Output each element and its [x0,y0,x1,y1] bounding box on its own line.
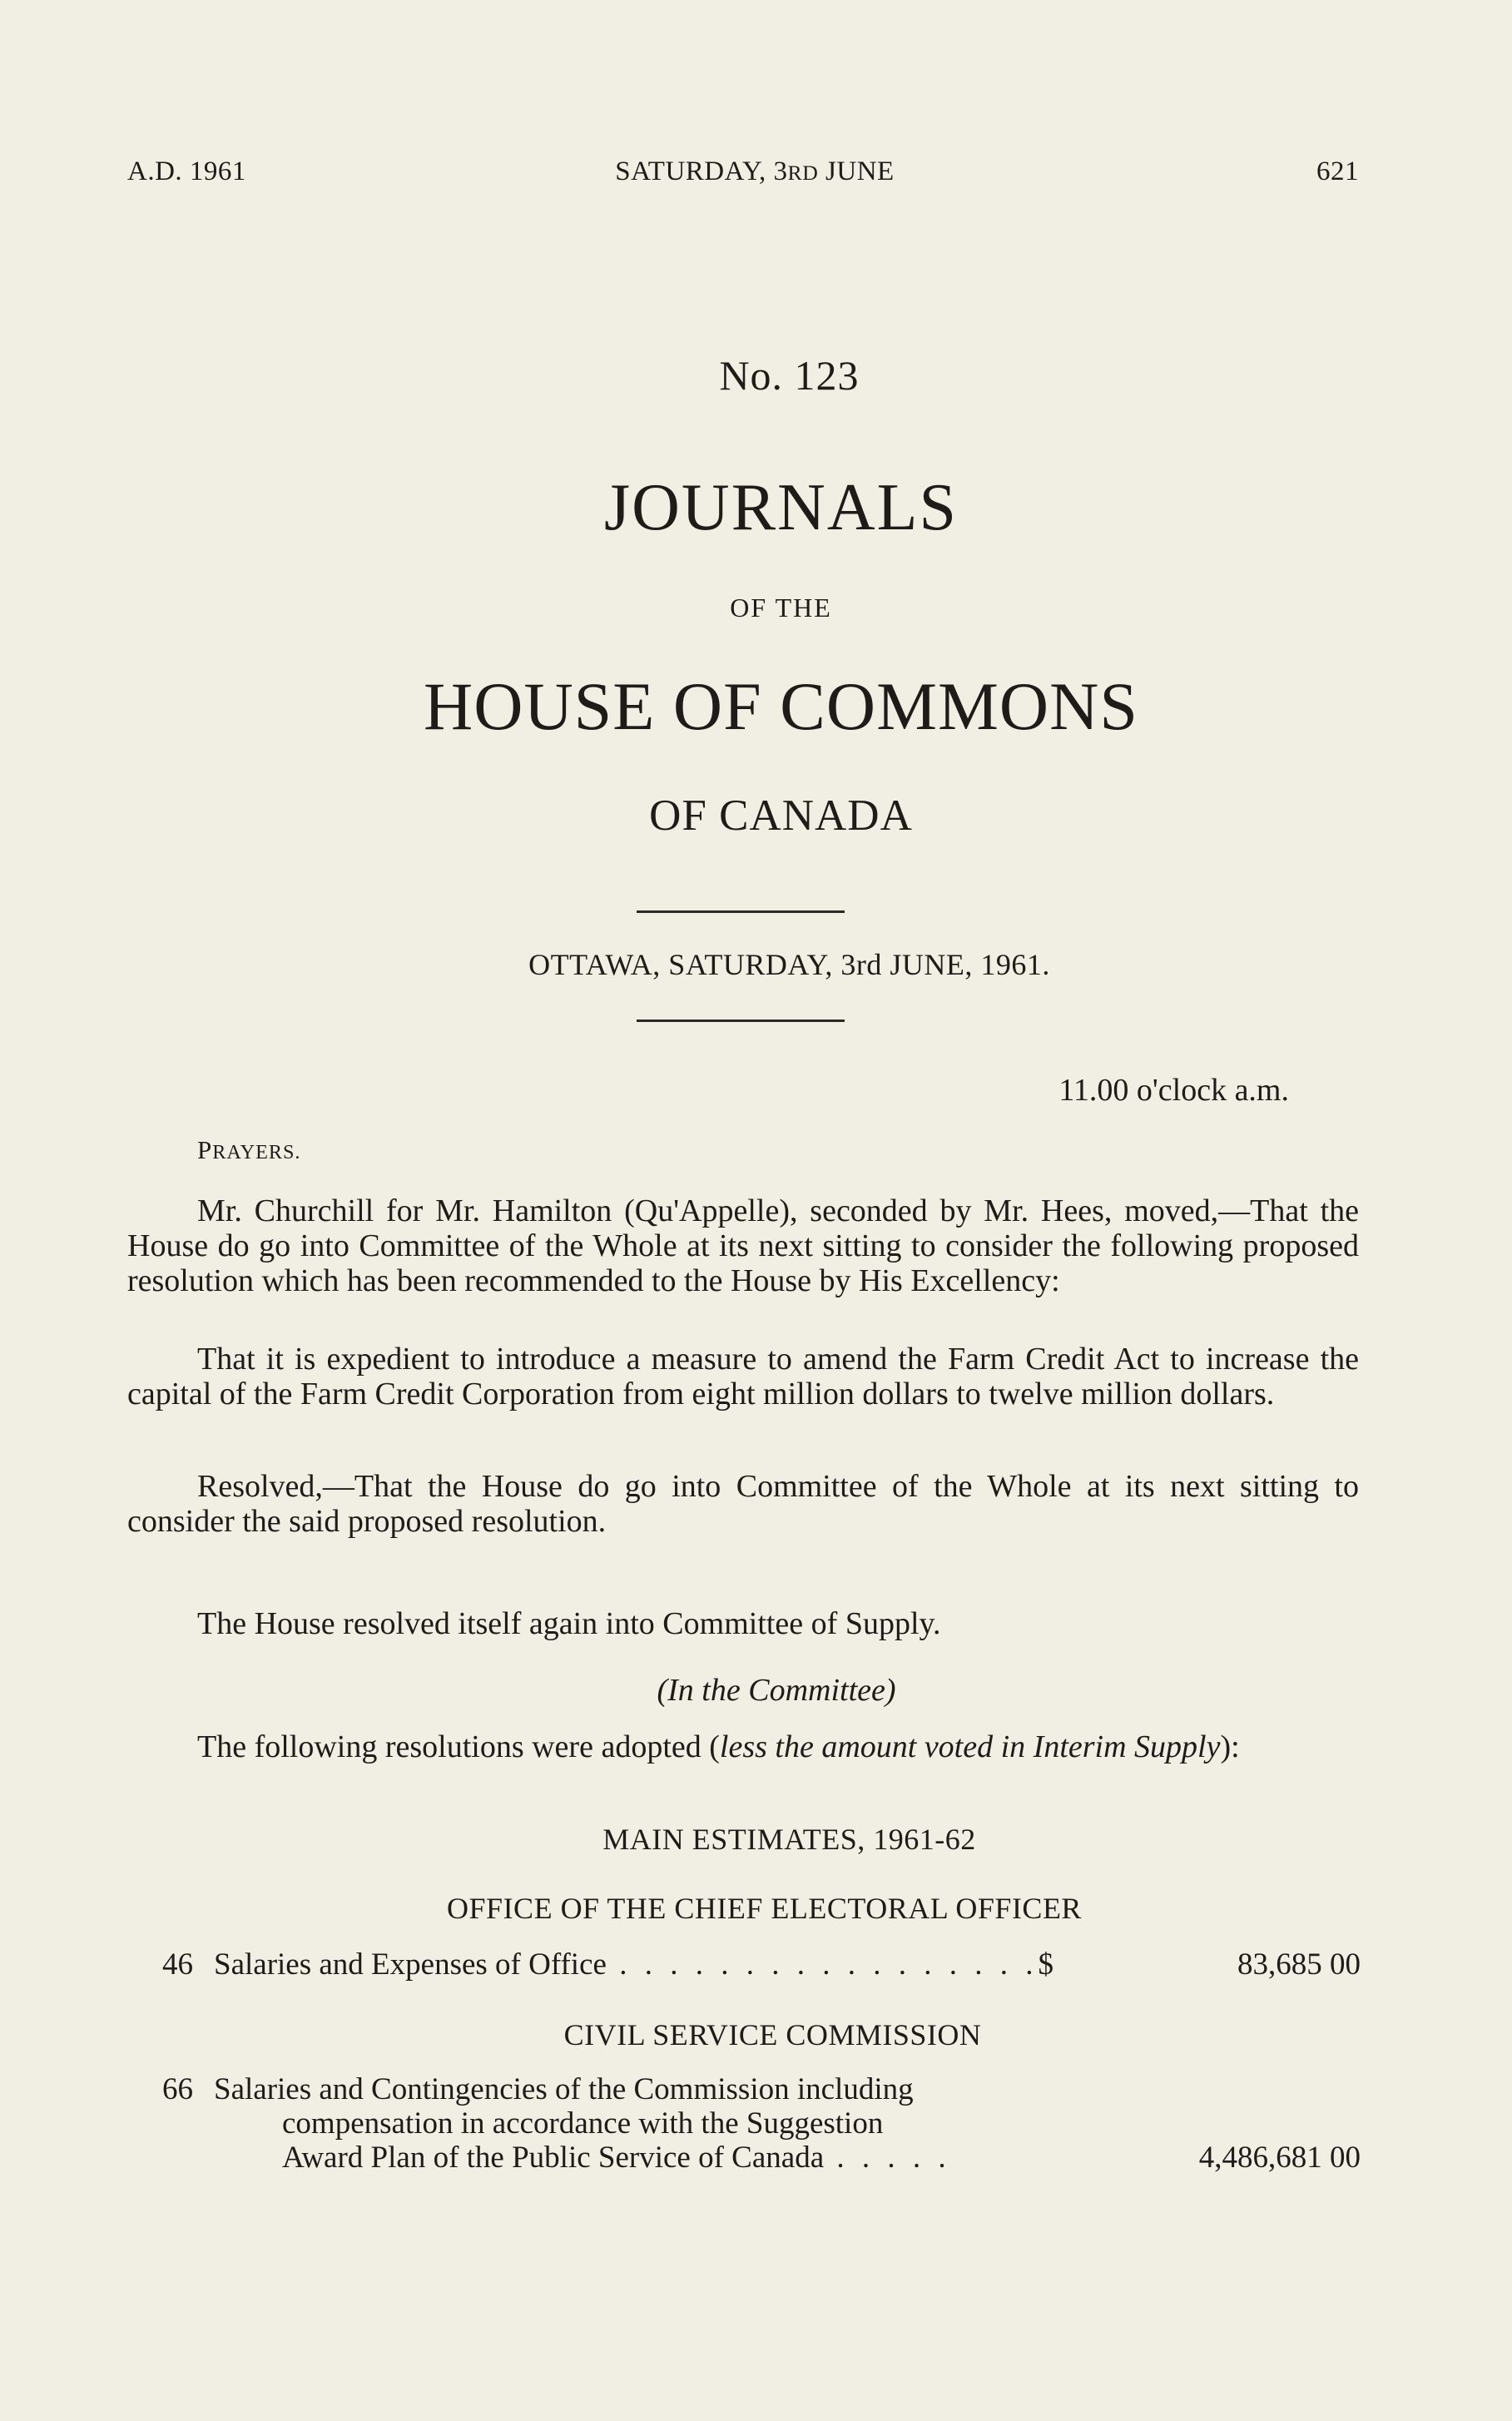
section-heading: OFFICE OF THE CHIEF ELECTORAL OFFICER [447,1892,1082,1925]
issue-number: No. 123 [719,352,860,399]
sitting-time: 11.00 o'clock a.m. [1058,1073,1289,1108]
vote-number: 46 [162,1947,193,1982]
vote-amount: 83,685 00 [1237,1947,1361,1982]
vote-number: 66 [162,2072,193,2106]
section-heading: CIVIL SERVICE COMMISSION [563,2018,982,2051]
vote-row [162,2072,1361,2180]
divider-rule [637,910,845,913]
dateline: OTTAWA, SATURDAY, 3rd JUNE, 1961. [528,948,1050,981]
vote-row [162,1947,1361,1989]
journals-title: JOURNALS [604,471,958,544]
supply-paragraph: The House resolved itself again into Committee of Supply. [197,1606,941,1641]
divider-rule [637,1019,845,1022]
year-label: A.D. 1961 [127,156,246,186]
vote-amount: 4,486,681 00 [1198,2141,1361,2175]
adopted-paragraph: The following resolutions were adopted (less the amount voted in Interim Supply): [197,1729,1240,1764]
day-label: SATURDAY, 3RD JUNE [615,156,895,186]
resolved-paragraph: Resolved,—That the House do go into Committee of the Whole at its next sitting to consider the said proposed resolution. [127,1469,1359,1539]
currency-sign: $ [1038,1947,1053,1982]
in-committee-note: (In the Committee) [657,1673,896,1708]
running-head [127,156,1359,193]
of-canada-title: OF CANADA [649,791,913,840]
of-the-label: OF THE [730,593,832,623]
vote-description: Salaries and Expenses of Office . . . . . . . . . . . . . . . . .$ [214,1947,1053,1982]
dot-leader: . . . . . . . . . . . . . . . . . [606,1947,1039,1982]
dot-leader: . . . . . [824,2141,951,2175]
vote-description: Salaries and Contingencies of the Commission including compensation in accordance with the Suggestion Award Plan of the Public Service of Canada . . . . . [214,2072,951,2175]
resolution-text: That it is expedient to introduce a measure to amend the Farm Credit Act to increase the capital of the Farm Credit Corporation from eight million dollars to twelve million dollars. [127,1342,1359,1411]
house-of-commons-title: HOUSE OF COMMONS [424,668,1138,744]
estimates-heading: MAIN ESTIMATES, 1961-62 [602,1823,976,1856]
prayers-heading: PRAYERS. [197,1135,301,1164]
page-number: 621 [1316,156,1359,186]
motion-paragraph: Mr. Churchill for Mr. Hamilton (Qu'Appelle), seconded by Mr. Hees, moved,—That the House do go into Committee of the Whole at its next sitting to consider the following proposed resolution which has been recommended to the House by His Excellency: [127,1193,1359,1298]
